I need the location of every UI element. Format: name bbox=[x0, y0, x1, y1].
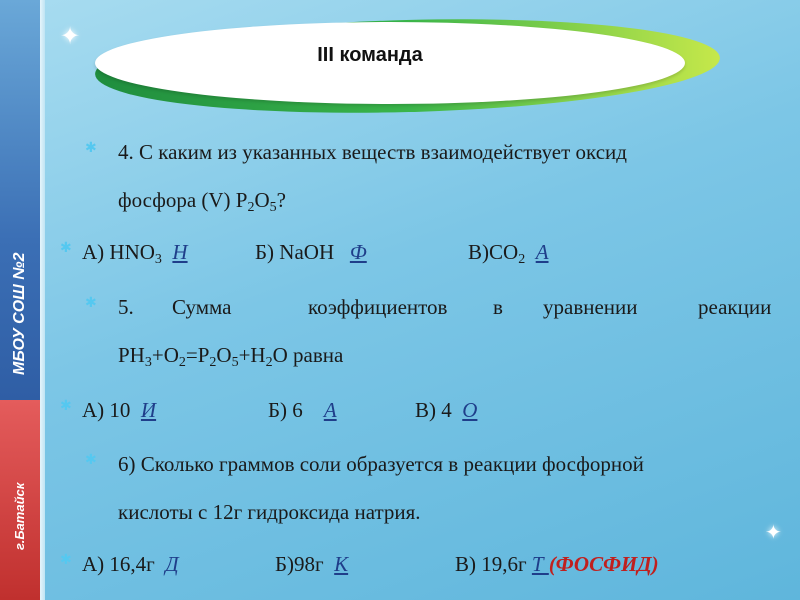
q4-answer-a: Н bbox=[172, 240, 188, 264]
q5-option-c: В) 4 О bbox=[415, 398, 478, 422]
q6-option-b: Б)98г К bbox=[275, 552, 349, 576]
q6-answer-word: (ФОСФИД) bbox=[548, 552, 659, 576]
bullet-icon: ✱ bbox=[60, 399, 72, 414]
page-title: III команда bbox=[317, 44, 423, 66]
q5-answer-a: И bbox=[140, 398, 157, 422]
sidebar-divider bbox=[40, 0, 45, 600]
q6-answer-b: К bbox=[334, 552, 349, 576]
bullet-icon: ✱ bbox=[85, 453, 97, 468]
q5-line1-word: коэффициентов bbox=[308, 295, 448, 319]
q4-line1: 4. С каким из указанных веществ взаимодействует оксид bbox=[118, 140, 627, 164]
q6-option-c: В) 19,6г Т (ФОСФИД) bbox=[455, 552, 659, 576]
bullet-icon: ✱ bbox=[60, 241, 72, 256]
q5-line1-word: Сумма bbox=[172, 295, 232, 319]
q6-answer-c: Т bbox=[531, 552, 549, 576]
bullet-icon: ✱ bbox=[85, 296, 97, 311]
q5-line1-word: уравнении bbox=[543, 295, 638, 319]
q4-answer-b: Ф bbox=[349, 240, 367, 264]
q6-option-a: А) 16,4г Д bbox=[82, 552, 179, 576]
q5-line1-word: в bbox=[493, 295, 503, 319]
q6-line2: кислоты с 12г гидроксида натрия. bbox=[118, 500, 421, 524]
q5-answer-c: О bbox=[462, 398, 478, 422]
city-label: г.Батайск bbox=[12, 482, 27, 550]
q5-line1: 5. bbox=[118, 295, 134, 319]
q4-option-b: Б) NaOH Ф bbox=[255, 240, 367, 264]
bullet-icon: ✱ bbox=[60, 553, 72, 568]
q4-answer-c: А bbox=[535, 240, 549, 264]
q4-line2: фосфора (V) $P_2O_5$? bbox=[118, 188, 286, 215]
q5-option-a: А) 10 И bbox=[82, 398, 157, 422]
bullet-icon: ✱ bbox=[85, 141, 97, 156]
school-label: МБОУ СОШ №2 bbox=[11, 252, 28, 375]
sparkle-icon: ✦ bbox=[765, 522, 782, 544]
q5-line1-word: реакции bbox=[698, 295, 772, 319]
q5-answer-b: А bbox=[323, 398, 337, 422]
q6-line1: 6) Сколько граммов соли образуется в реакции фосфорной bbox=[118, 452, 644, 476]
q4-option-a: А) $HNO_3$ Н bbox=[82, 240, 188, 267]
q5-equation: $PH_3+O_2=P_2O_5+H_2O$ равна bbox=[118, 343, 344, 370]
sparkle-icon: ✦ bbox=[60, 24, 81, 50]
q6-answer-a: Д bbox=[165, 552, 179, 576]
q4-option-c: $В)CO_2$ А bbox=[468, 240, 549, 267]
q5-option-b: Б) 6 А bbox=[268, 398, 337, 422]
